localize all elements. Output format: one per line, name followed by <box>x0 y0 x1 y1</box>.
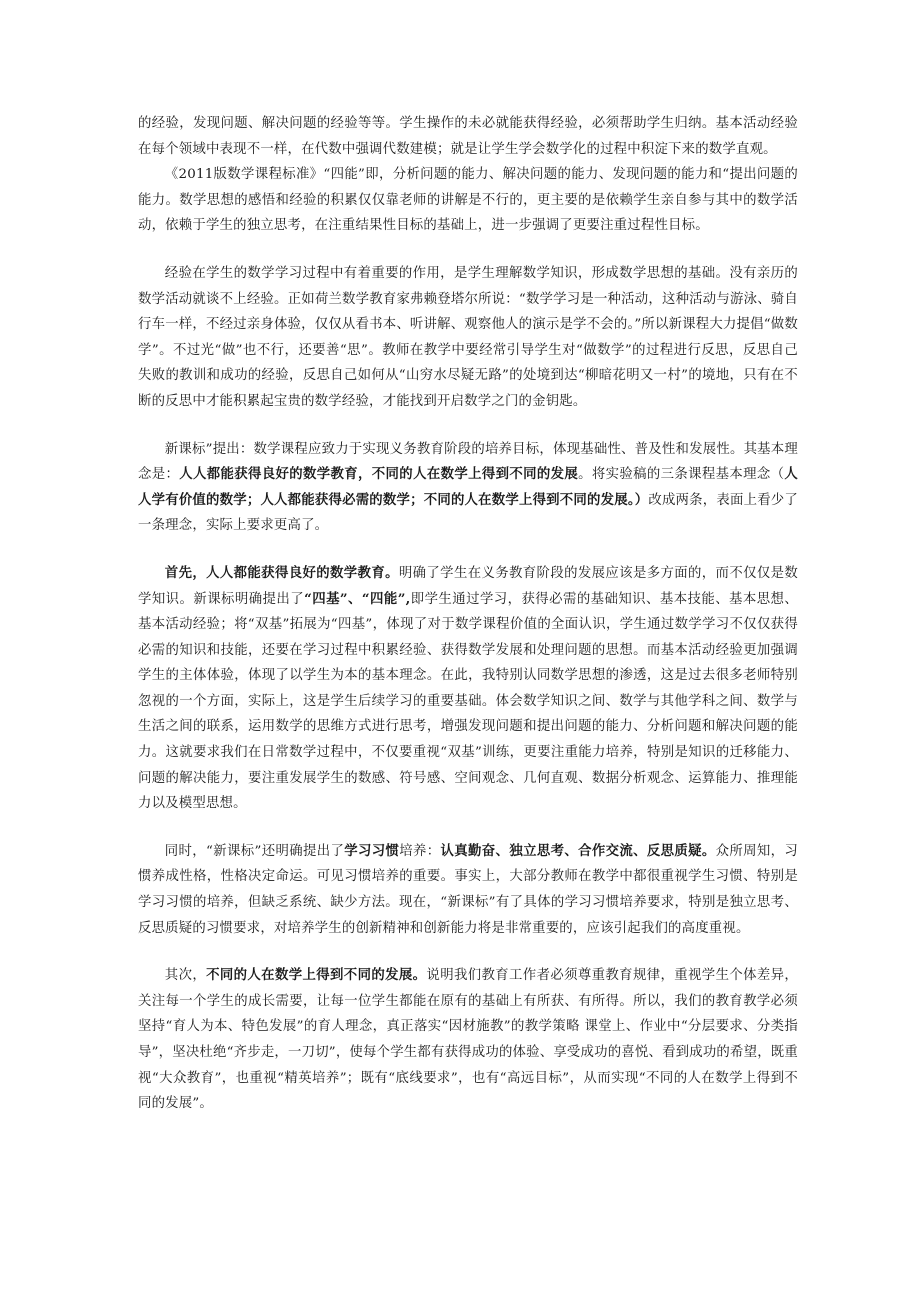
text-segment: 同时，“新课标”还明确提出了 <box>164 843 345 859</box>
paragraph-basic-concept <box>138 437 798 539</box>
paragraph-activity-experience <box>138 111 798 162</box>
text-segment: 改成两条，表面上看少了一条理念，实际上要求更高了。 <box>138 492 798 534</box>
text-segment: 明确了学生在义务教育阶段的发展应该是多方面的，而不仅仅是数学知识。新课标明确提出了 <box>138 565 798 607</box>
text-segment: 新课标”提出：数学课程应致力于实现义务教育阶段的培养目标，体现基础性、普及性和发展性。其基本理念是： <box>138 441 798 483</box>
paragraph-experience-role <box>138 261 798 415</box>
text-segment: 说明我们教育工作者必须尊重教育规律，重视学生个体差异，关注每一个学生的成长需要，让每一位学生都能在原有的基础上有所获、有所得。所以，我们的教育教学必须坚持“育人为本、特色发展”的育人理念，真正落实“因材施教”的教学策略 课堂上、作业中“分层要求、分类指导”，坚决杜绝“齐步走，一刀切”，使每个学生都有获得成功的体验、享受成功的喜悦、看到成功的希望，既重视“大众教育”，也重视“精英培养”；既有“底线要求”，也有“高远目标”，从而实现“不同的人在数学上得到不同的发展”。 <box>138 968 798 1112</box>
bold-text-segment: 认真勤奋、独立思考、合作交流、反思质疑。 <box>440 842 716 859</box>
bold-text-segment: 学习习惯 <box>344 842 400 859</box>
text-segment: 。将实验稿的三条课程基本理念（ <box>578 467 785 483</box>
text-segment: 经验在学生的数学学习过程中有着重要的作用，是学生理解数学知识，形成数学思想的基础。没有亲历的数学活动就谈不上经验。正如荷兰数学教育家弗赖登塔尔所说：“数学学习是一种活动，这种活动与游泳、骑自行车一样，不经过亲身体验，仅仅从看书本、听讲解、观察他人的演示是学不会的。”所以新课程大力提倡“做数学”。不过光“做”也不行，还要善“思”。教师在教学中要经常引导学生对“做数学”的过程进行反思，反思自己失败的教训和成功的经验，反思自己如何从“山穷水尽疑无路”的处境到达“柳暗花明又一村”的境地，只有在不断的反思中才能积累起宝贵的数学经验，才能找到开启数学之门的金钥匙。 <box>138 265 798 409</box>
text-segment: 众所周知，习惯养成性格，性格决定命运。可见习惯培养的重要。事实上，大部分教师在教学中都很重视学生习惯、特别是学习习惯的培养，但缺乏系统、缺少方法。现在，“新课标”有了具体的学习习惯培养要求，特别是独立思考、反思质疑的习惯要求，对培养学生的创新精神和创新能力将是非常重要的，应该引起我们的高度重视。 <box>138 843 798 936</box>
bold-text-segment: 人人学有价值的数学；人人都能获得必需的数学；不同的人在数学上得到不同的发展。） <box>138 466 798 508</box>
bold-text-segment: “四基”、“四能”, <box>304 590 411 607</box>
text-segment: 其次， <box>164 968 207 984</box>
bold-text-segment: 不同的人在数学上得到不同的发展。 <box>206 967 427 984</box>
document-page <box>138 111 798 1117</box>
text-segment: 培养： <box>399 843 441 859</box>
paragraph-second-point <box>138 963 798 1117</box>
bold-text-segment: 人人都能获得良好的数学教育，不同的人在数学上得到不同的发展 <box>179 466 579 483</box>
text-segment: 的经验，发现问题、解决问题的经验等等。学生操作的未必就能获得经验，必须帮助学生归纳。基本活动经验在每个领域中表现不一样，在代数中强调代数建模；就是让学生学会数学化的过程中积淀下来的数学直观。 <box>138 116 798 157</box>
bold-text-segment: 首先，人人都能获得良好的数学教育。 <box>164 564 399 581</box>
text-segment: 即学生通过学习，获得必需的基础知识、基本技能、基本思想、基本活动经验；将“双基”拓展为“四基”，体现了对于数学课程价值的全面认识，学生通过数学学习不仅仅获得必需的知识和技能，还要在学习过程中积累经验、获得数学发展和处理问题的思想。而基本活动经验更加强调学生的主体体验，体现了以学生为本的基本理念。在此，我特别认同数学思想的渗透，这是过去很多老师特别忽视的一个方面，实际上，这是学生后续学习的重要基础。体会数学知识之间、数学与其他学科之间、数学与生活之间的联系，运用数学的思维方式进行思考，增强发现问题和提出问题的能力、分析问题和解决问题的能力。这就要求我们在日常数学过程中，不仅要重视“双基”训练，更要注重能力培养，特别是知识的迁移能力、问题的解决能力，要注重发展学生的数感、符号感、空间观念、几何直观、数据分析观念、运算能力、推理能力以及模型思想。 <box>138 591 798 812</box>
paragraph-four-abilities <box>138 162 798 239</box>
text-segment: 《2011版数学课程标准》“四能”即，分析问题的能力、解决问题的能力、发现问题的能力和“提出问题的能力。数学思想的感悟和经验的积累仅仅靠老师的讲解是不行的，更主要的是依赖学生亲自参与其中的数学活动，依赖于学生的独立思考，在注重结果性目标的基础上，进一步强调了更要注重过程性目标。 <box>138 167 798 234</box>
paragraph-learning-habits <box>138 839 798 941</box>
paragraph-first-point <box>138 561 798 817</box>
